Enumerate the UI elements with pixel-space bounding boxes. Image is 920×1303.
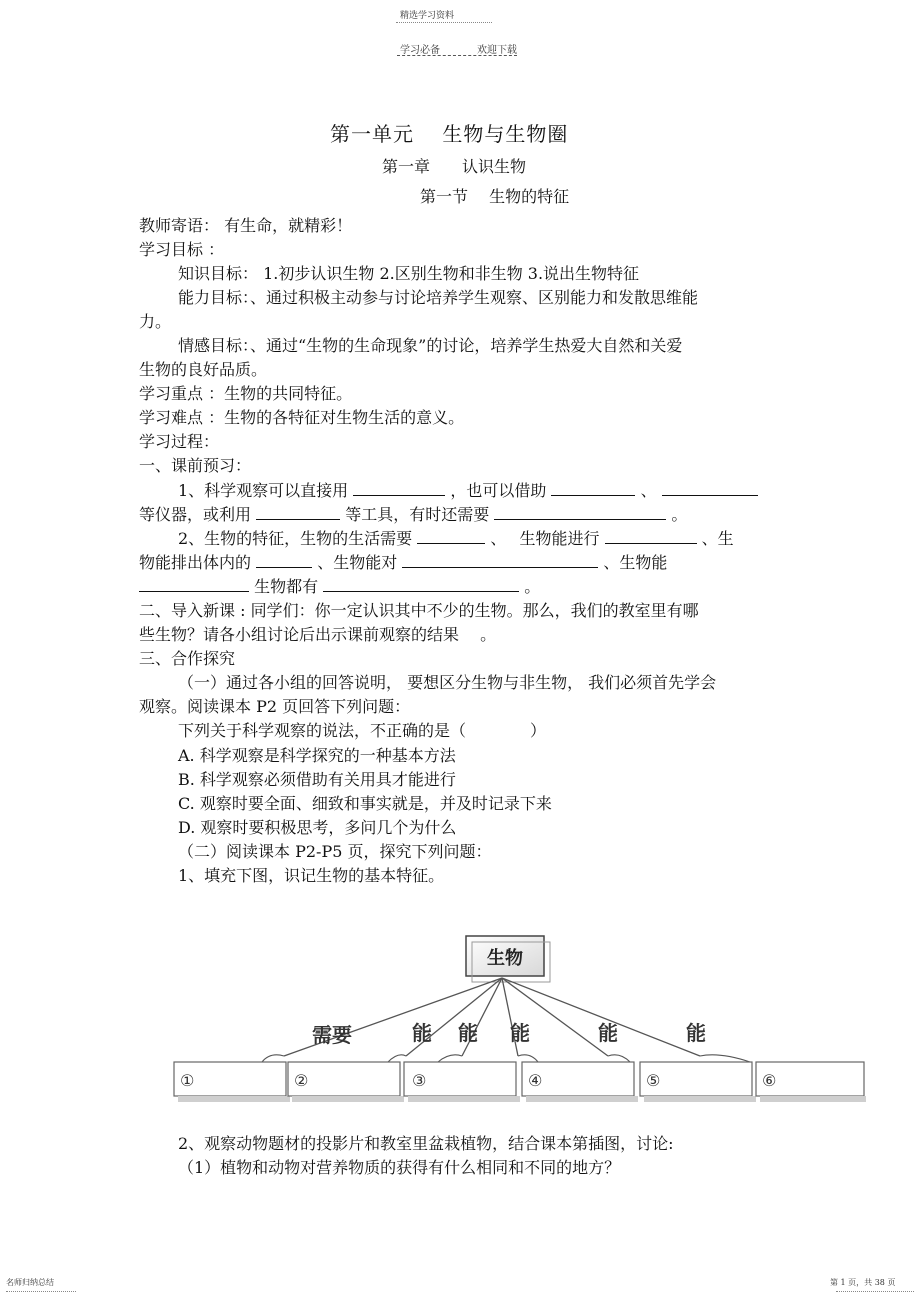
answer-box-3-shade [408,1096,520,1102]
unit-title: 第一单元 生物与生物圈 [330,122,569,146]
connector-2 [388,1055,406,1062]
footer-left-rule [6,1291,76,1292]
connector-6 [700,1055,750,1062]
explore-p1-line1: （一）通过各小组的回答说明， 要想区分生物与非生物， 我们必须首先学会 [178,673,717,692]
branch-label-can-1: 能 [412,1021,432,1045]
header-rule [397,55,517,56]
q1-text-e: 等工具，有时还需要 [345,505,490,524]
q2-text-a: 2、生物的特征，生物的生活需要 [178,529,413,548]
q2-blank-5[interactable] [139,576,249,592]
preview-q2-line1 [178,526,734,549]
option-d: D. 观察时要积极思考，多问几个为什么 [178,818,457,837]
process-heading: 学习过程： [139,432,220,451]
intro-new-line2: 些生物？请各小组讨论后出示课前观察的结果 。 [139,625,497,644]
q1-blank-3[interactable] [662,480,758,496]
q2-text-f: 、生物能 [603,553,668,572]
header-left: 学习必备 [400,45,440,56]
q1-blank-2[interactable] [551,480,635,496]
emotion-goal-line2: 生物的良好品质。 [139,360,268,379]
ability-goal-line1: 能力目标：、通过积极主动参与讨论培养学生观察、区别能力和发散思维能 [178,288,699,307]
answer-box-4-shade [526,1096,638,1102]
header-right: 欢迎下载 [477,45,517,56]
chapter-title: 第一章 认识生物 [382,157,527,176]
q2-blank-2[interactable] [605,528,697,544]
answer-box-5-shade [644,1096,756,1102]
option-a: A. 科学观察是科学探究的一种基本方法 [178,746,456,765]
knowledge-goal: 知识目标： 1.初步认识生物 2.区别生物和非生物 3.说出生物特征 [178,264,640,283]
answer-box-2-shade [292,1096,404,1102]
q2-text-d: 物能排出体内的 [139,553,252,572]
emotion-goal-line1: 情感目标：、通过“生物的生命现象”的讨论，培养学生热爱大自然和关爱 [178,336,683,355]
preview-q1-line1 [178,478,758,501]
section-title: 第一节 生物的特征 [420,187,570,206]
top-note: 精选学习资料 [400,11,455,21]
q1-text-b: ，也可以借助 [450,481,547,500]
explore-heading: 三、合作探究 [139,649,236,668]
box-number-3: ③ [412,1071,427,1090]
task2-question1: （1）植物和动物对营养物质的获得有什么相同和不同的地方？ [178,1158,621,1177]
q1-blank-4[interactable] [256,504,340,520]
answer-box-1-shade [178,1096,290,1102]
q1-text-f: 。 [671,505,688,524]
intro-new-line1: 二、导入新课 : 同学们：你一定认识其中不少的生物。那么，我们的教室里有哪 [139,601,699,620]
q1-text-c: 、 [640,481,657,500]
q2-blank-3[interactable] [256,552,312,568]
explore-p1-line2: 观察。阅读课本 P2 页回答下列问题： [139,697,411,716]
footer-left: 名师归纳总结 [6,1278,54,1287]
answer-box-6-shade [760,1096,866,1102]
q2-text-h: 。 [524,577,541,596]
connector-4 [518,1055,538,1062]
q1-text-a: 1、科学观察可以直接用 [178,481,349,500]
q2-blank-4[interactable] [402,552,598,568]
q2-blank-6[interactable] [323,576,519,592]
branch-label-can-2: 能 [458,1021,478,1045]
root-label: 生物 [487,948,523,969]
top-note-underline [396,22,492,23]
preview-heading: 一、课前预习： [139,456,252,475]
box-number-5: ⑤ [646,1071,661,1090]
q2-text-c: 、生 [701,529,734,548]
difficulty: 学习难点 ：生物的各特征对生物生活的意义。 [139,408,465,427]
q2-blank-1[interactable] [417,528,485,544]
footer-right-rule [836,1291,914,1292]
footer-page: 第 1 页，共 38 页 [830,1278,896,1287]
box-number-6: ⑥ [762,1071,777,1090]
option-c: C. 观察时要全面、细致和事实就是，并及时记录下来 [178,794,552,813]
teacher-message: 教师寄语： 有生命，就精彩！ [139,216,353,235]
key-point: 学习重点 ：生物的共同特征。 [139,384,353,403]
q2-text-b: 、 生物能进行 [490,529,600,548]
option-b: B. 科学观察必须借助有关用具才能进行 [178,770,456,789]
branch-label-can-4: 能 [598,1021,618,1045]
task1: 1、填充下图，识记生物的基本特征。 [178,866,445,885]
task2: 2、观察动物题材的投影片和教室里盆栽植物，结合课本第插图，讨论: [178,1134,674,1153]
explore-question: 下列关于科学观察的说法，不正确的是（ ） [178,721,547,740]
characteristics-diagram [160,928,870,1113]
q1-blank-5[interactable] [494,504,666,520]
preview-q1-line2 [139,502,687,525]
explore-p2: （二）阅读课本 P2-P5 页，探究下列问题： [178,842,492,861]
preview-q2-line2 [139,550,667,573]
box-number-2: ② [294,1071,309,1090]
q1-text-d: 等仪器，或利用 [139,505,252,524]
ability-goal-line2: 力。 [139,312,172,331]
goals-heading: 学习目标 ： [139,240,225,259]
connector-3 [438,1055,462,1062]
branch-label-can-5: 能 [686,1021,706,1045]
branch-label-need: 需要 [312,1023,352,1047]
connector-5 [608,1055,630,1062]
q2-text-e: 、生物能对 [317,553,398,572]
branch-label-can-3: 能 [510,1021,530,1045]
box-number-4: ④ [528,1071,543,1090]
preview-q2-line3 [139,574,540,597]
q1-blank-1[interactable] [353,480,445,496]
connector-1 [262,1055,284,1062]
box-number-1: ① [180,1071,195,1090]
q2-text-g: 生物都有 [254,577,319,596]
